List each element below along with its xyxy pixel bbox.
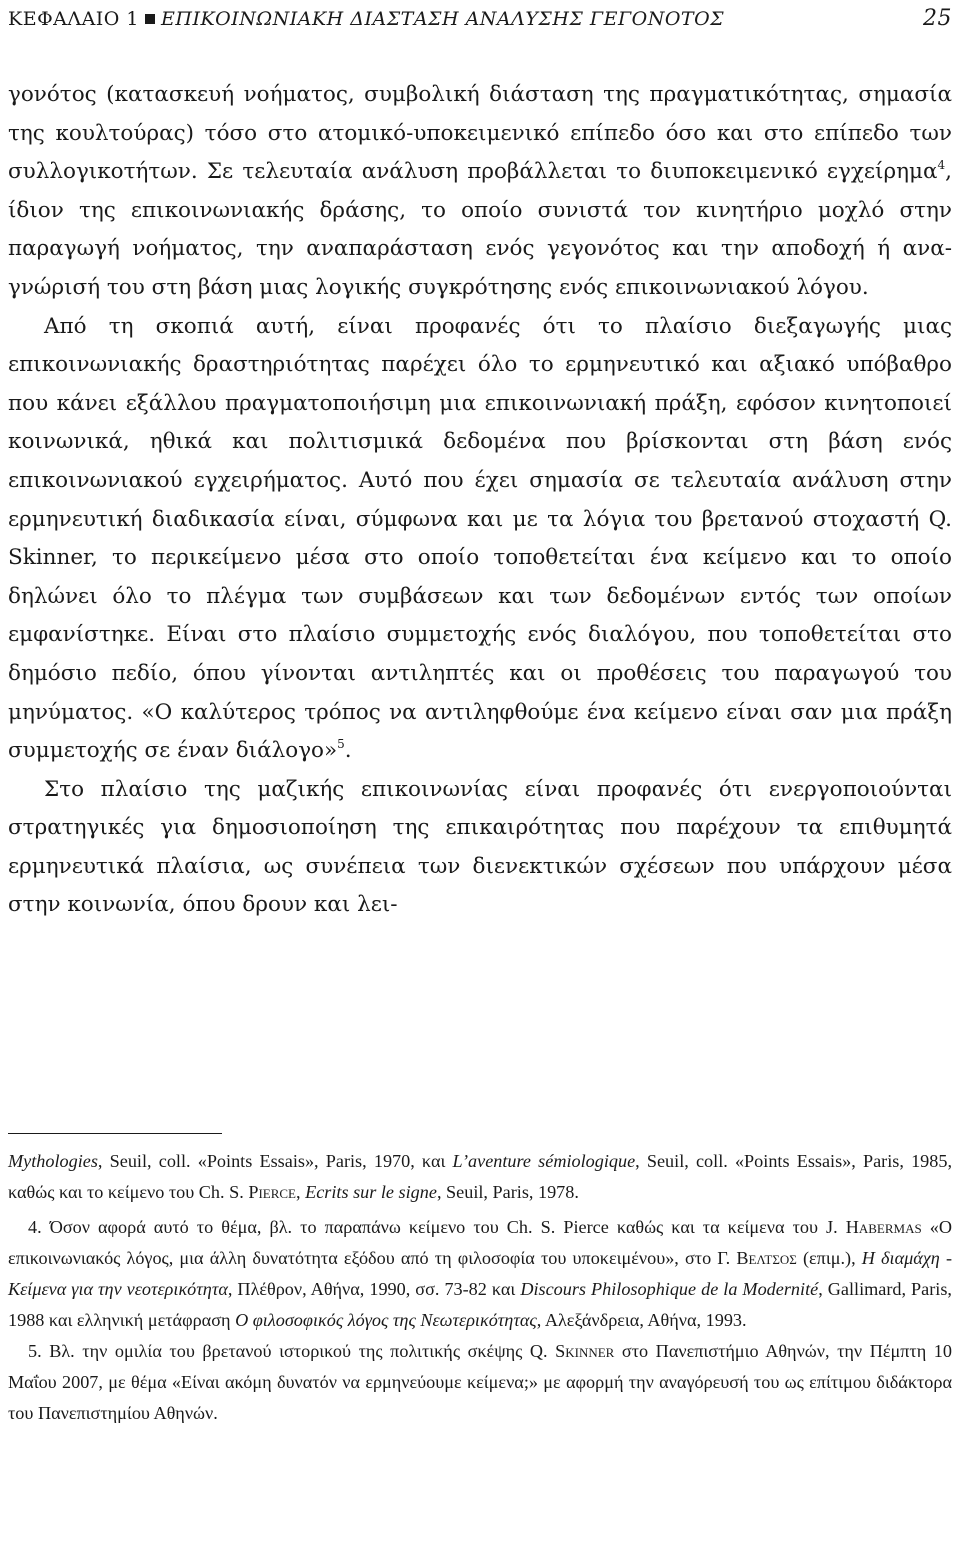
cited-author: Βελτσος — [736, 1248, 797, 1268]
cited-author: Skinner — [555, 1341, 615, 1361]
footnote-4 — [8, 1212, 952, 1336]
footnote-ref-4: 4 — [937, 158, 946, 173]
footnote-text: , Πλέθρον, Αθήνα, 1990, σσ. 73-82 και — [227, 1279, 521, 1299]
square-bullet-icon — [145, 14, 155, 24]
footnote-text: , Seuil, coll. «Points Essais», Paris, 1970, και — [97, 1151, 453, 1171]
footnote-text: (επιμ.), — [796, 1248, 862, 1268]
cited-title: Discours Philosophique de la Modernité — [520, 1279, 819, 1299]
footnote-5 — [8, 1336, 952, 1429]
chapter-label: ΚΕΦΑΛΑΙΟ 1 — [8, 8, 140, 30]
paragraph-2-text-cont: . — [344, 738, 352, 764]
cited-title: Ο φιλοσοφικός λόγος της Νεωτερικότητας — [235, 1310, 537, 1330]
footnote-divider — [8, 1133, 222, 1134]
paragraph-1 — [8, 76, 952, 308]
footnote-text: , Αλεξάνδρεια, Αθήνα, 1993. — [536, 1310, 747, 1330]
footnote-text: στο Πανεπιστήμιο Αθηνών, την Πέμπτη 10 Μαΐου 2007, με θέμα «Είναι ακόμη δυνατόν να ερμηνεύουμε κείμενα;» με αφορμή την αναγόρευσή του ως επίτιμου διδάκτορα του Πανεπιστημίου Αθηνών. — [8, 1341, 952, 1423]
paragraph-3 — [8, 771, 952, 925]
footnote-text: 5. Βλ. την ομιλία του βρετανού ιστορικού της πολιτικής σκέψης Q. — [28, 1341, 556, 1361]
paragraph-2-text: Από τη σκοπιά αυτή, είναι προφανές ότι το πλαίσιο διεξαγωγής μιας επικοινωνιακής δραστηριότητας παρέχει όλο το ερμηνευτικό και αξιακό υπόβαθρο που κάνει εξάλλου πραγματοποιήσιμη μια επικοινωνιακή πράξη, εφόσον κινητοποιεί κοινωνικά, ηθικά και πολιτισμικά δεδομένα που βρίσκονται στη βάση ενός επικοινωνιακού εγχειρήματος. Αυτό που έχει σημασία σε τελευταία ανάλυση στην ερμηνευτική διαδικασία είναι, σύμφωνα και με τα λόγια του βρετανού στοχαστή Q. Skinner, το περικείμενο μέσα στο οποίο τοποθετείται ένα κείμενο και το οποίο δηλώνει όλο το πλέγμα των συμβάσεων και των δεδομένων εντός των οποίων εμφανίστηκε. Είναι στο πλαίσιο συμμετοχής ενός διαλόγου, που τοποθετείται στο δημόσιο πεδίο, όπου γίνονται αντιληπτές και οι προθέσεις του παραγωγού του μηνύματος. «Ο καλύτερος τρόπος να αντιληφθούμε ένα κείμενο είναι σαν μια πράξη συμμετοχής σε έναν διάλογο» — [8, 313, 952, 764]
chapter-title: ΕΠΙΚΟΙΝΩΝΙΑΚΗ ΔΙΑΣΤΑΣΗ ΑΝΑΛΥΣΗΣ ΓΕΓΟΝΟΤΟΣ — [161, 8, 725, 30]
running-header — [8, 4, 952, 34]
paragraph-1-text-cont: , ίδιον της επικοινωνιακής δράσης, το οποίο συνιστά τον κινητήριο μοχλό στην παραγωγή νοήματος, την αναπαράσταση ενός γεγονότος και την αποδοχή ή αναγνώρισή του στη βάση μιας λογικής συγκρότησης ενός επικοινωνιακού λόγου. — [8, 159, 952, 300]
footnotes — [8, 1146, 952, 1429]
cited-title: Mythologies — [8, 1151, 98, 1171]
footnote-text: 4. Όσον αφορά αυτό το θέμα, βλ. το παραπάνω κείμενο του Ch. S. Pierce καθώς και τα κείμενα του J. — [28, 1217, 846, 1237]
paragraph-1-text: γονότος (κατασκευή νοήματος, συμβολική διάσταση της πραγματικότητας, σημασία της κουλτούρας) τόσο στο ατομικό-υποκειμενικό επίπεδο όσο και στο επίπεδο των συλλογικοτήτων. Σε τελευταία ανάλυση προβάλλεται το διυποκειμενικό εγχείρημα — [8, 82, 952, 185]
main-text — [8, 76, 952, 925]
footnote-text: , — [296, 1182, 306, 1202]
footnote-text: «Ο επικοινωνιακός λόγος, μια άλλη δυνατότητα εξόδου από τη φιλοσοφία του υποκειμένου», στο Γ. — [8, 1217, 952, 1268]
cited-title: L’aventure sémiologique — [452, 1151, 636, 1171]
footnote-text: , Seuil, coll. «Points Essais», Paris, 1985, καθώς και το κείμενο του Ch. S. — [8, 1151, 953, 1202]
footnote-ref-5: 5 — [337, 737, 345, 752]
cited-author: Pierce — [248, 1182, 296, 1202]
footnote-continuation — [8, 1146, 952, 1208]
footnote-text: , Seuil, Paris, 1978. — [436, 1182, 579, 1202]
cited-title: Ecrits sur le signe — [305, 1182, 437, 1202]
footnote-text: , Gallimard, Paris, 1988 και ελληνική μετάφραση — [8, 1279, 952, 1330]
cited-author: Habermas — [845, 1217, 922, 1237]
page-number: 25 — [923, 6, 952, 31]
paragraph-3-text: Στο πλαίσιο της μαζικής επικοινωνίας είναι προφανές ότι ενεργοποιούνται στρατηγικές για δημοσιοποίηση της επικαιρότητας που παρέχουν τα επιθυμητά ερμηνευτικά πλαίσια, ως συνέπεια των διενεκτικών σχέσεων που υπάρχουν μέσα στην κοινωνία, όπου δρουν και λει- — [8, 776, 952, 918]
cited-title: Η διαμάχη - Κείμενα για την νεοτερικότητα — [8, 1248, 952, 1299]
paragraph-2 — [8, 308, 952, 771]
